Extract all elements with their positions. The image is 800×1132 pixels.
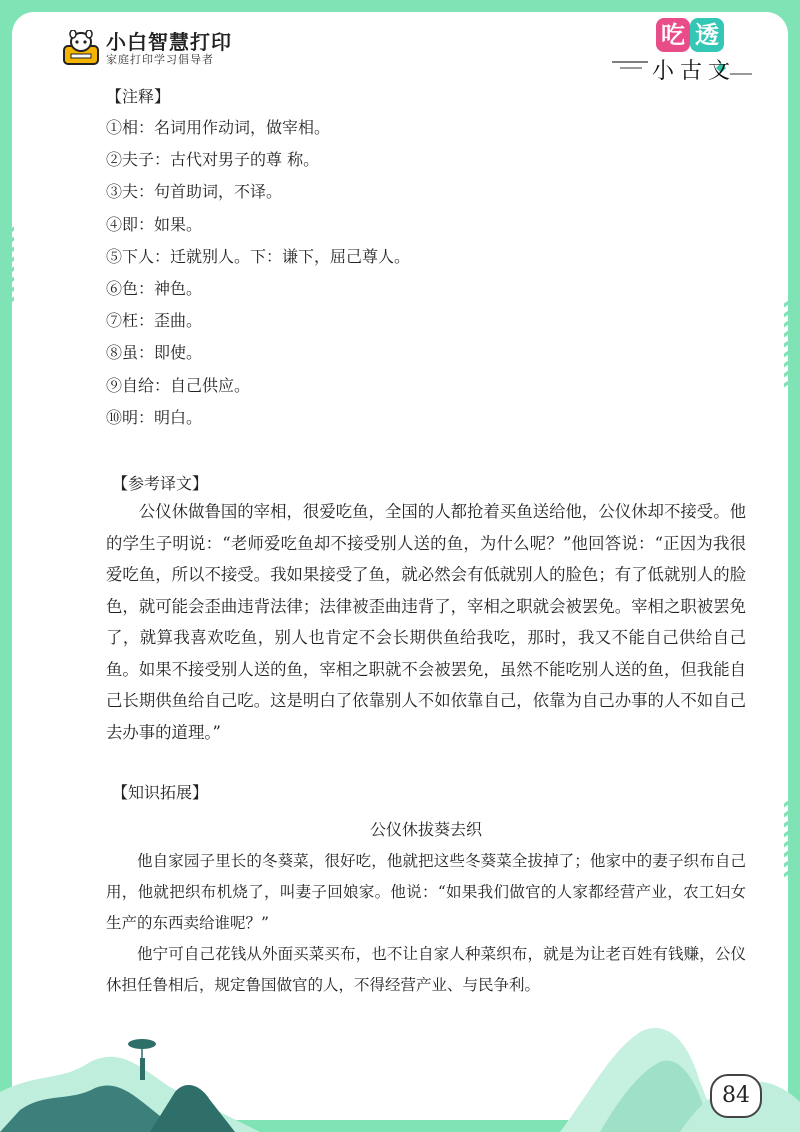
note-item: ⑨自给：自己供应。 [106,375,251,395]
extension-title: 公仪休拔葵去织 [369,820,482,840]
note-item: ①相：名词用作动词，做宰相。 [106,118,331,137]
right-stripe-decoration-top [784,300,794,390]
notes-section [106,82,746,434]
logo [62,30,232,68]
note-item: ⑥色：神色。 [106,279,203,299]
note-item: ⑩明：明白。 [106,407,203,427]
brand-char-tou: 透 [690,18,724,52]
main-content [106,82,746,1001]
brand-subtitle: 小古文 [652,59,737,84]
logo-subtitle: 家庭打印学习倡导者 [106,53,214,66]
extension-section [106,780,746,1001]
right-stripe-decoration-bottom [784,800,794,880]
brand-char-chi: 吃 [656,18,690,52]
notes-heading: 【注释】 [106,87,171,106]
translation-text: 公仪休做鲁国的宰相，很爱吃鱼，全国的人都抢着买鱼送给他，公仪休却不接受。他的学生子明说：“老师爱吃鱼却不接受别人送的鱼，为什么呢？”他回答说：“正因为我很爱吃鱼，所以不接受。我如果接受了鱼，就必然会有低就别人的脸色；有了低就别人的脸色，就可能会歪曲违背法律；法律被歪曲违背了，宰相之职就会被罢免。宰相之职被罢免了，就算我喜欢吃鱼，别人也肯定不会长期供鱼给我吃，那时，我又不能自己供给自己鱼。如果不接受别人送的鱼，宰相之职就不会被罢免，虽然不能吃别人送的鱼，但我能自己长期供鱼给自己吃。这是明白了依靠别人不如依靠自己，依靠为自己办事的人不如自己去办事的道理。” [106,502,746,742]
printer-mascot-icon [62,30,100,68]
translation-section [106,471,746,748]
note-item: ③夫：句首助词，不译。 [106,182,283,202]
extension-paragraph: 他自家园子里长的冬葵菜，很好吃，他就把这些冬葵菜全拔掉了；他家中的妻子织布自己用，他就把织布机烧了，叫妻子回娘家。他说：“如果我们做官的人家都经营产业，农工妇女生产的东西卖给谁呢？” [106,852,746,933]
extension-heading: 【知识拓展】 [112,783,209,803]
series-brand [612,18,752,84]
note-item: ④即：如果。 [106,214,203,234]
note-item: ⑤下人：迁就别人。下：谦下，屈己尊人。 [106,246,411,266]
left-stripe-decoration [4,230,14,310]
note-item: ⑦枉：歪曲。 [106,311,203,331]
extension-paragraph: 他宁可自己花钱从外面买菜买布，也不让自家人种菜织布，就是为让老百姓有钱赚，公仪休担任鲁相后，规定鲁国做官的人，不得经营产业、与民争利。 [106,945,746,995]
logo-title: 小白智慧打印 [106,30,232,54]
page-number: 84 [710,1074,762,1118]
landscape-decoration [0,992,800,1132]
note-item: ②夫子：古代对男子的尊 称。 [106,150,320,170]
translation-heading: 【参考译文】 [112,474,209,494]
note-item: ⑧虽：即使。 [106,343,203,363]
